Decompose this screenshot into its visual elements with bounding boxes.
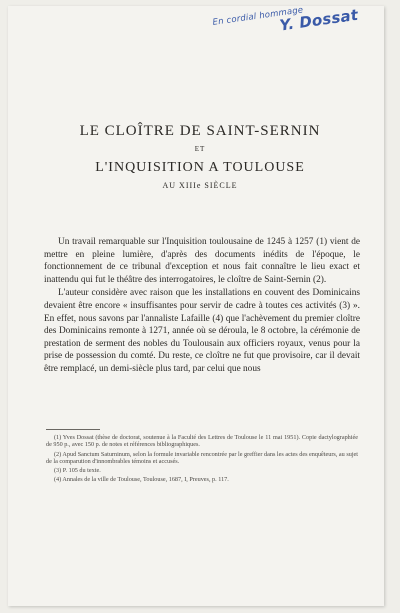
paragraph-2: L'auteur considère avec raison que les installations en couvent des Dominicains devaient être encore « insuffisantes pour servir de cadre à toutes ces activités (3) ». En effet, nous savons par l'annaliste Lafaille (4) que l'achèvement du premier cloître des Dominicains remonte à 1271, année où se déroula, le 8 octobre, la cérémonie de prestation de serment des nobles du Toulousain aux officiers royaux, venus pour la prise de possession du comté. Du reste, ce cloître ne fut que provisoire, car il devait être remplacé, un demi-siècle plus tard, par celui que nous (44, 288, 360, 374)
title-line-2: L'INQUISITION A TOULOUSE (95, 160, 305, 175)
title-subtitle: AU XIIIe SIÈCLE (162, 181, 238, 190)
dedication-text: En cordial hommage (212, 5, 304, 28)
body-text (44, 236, 360, 376)
footnote-separator (46, 429, 100, 430)
footnote-1: (1) Yves Dossat (thèse de doctorat, soutenue à la Faculté des Lettres de Toulouse le 11 mai 1951). Copie dactylographiée de 950 p., avec 150 p. de notes et références bibliographiques. (46, 434, 358, 449)
paragraph-1: Un travail remarquable sur l'Inquisition toulousaine de 1245 à 1257 (1) vient de mettre en pleine lumière, d'après des documents inédits de l'époque, le fonctionnement de ce tribunal d'exception et nous fait connaître le lieu exact et inattendu qui fut le théâtre des interrogatoires, le cloître de Saint-Sernin (2). (44, 237, 360, 285)
title-line-1: LE CLOÎTRE DE SAINT-SERNIN (79, 123, 321, 139)
dedication-signature: Y. Dossat (278, 5, 360, 35)
footnote-3: (3) P. 105 du texte. (54, 467, 101, 475)
footnote-2: (2) Apud Sanctum Saturninum, selon la formule invariable rencontrée par le greffier dans les actes des enquêteurs, au sujet de la comparution d'innombrables témoins et accusés. (46, 450, 359, 465)
footnote-4: (4) Annales de la ville de Toulouse, Toulouse, 1687, I, Preuves, p. 117. (54, 476, 229, 484)
title-conjunction: ET (194, 145, 206, 153)
footnotes (46, 434, 358, 484)
